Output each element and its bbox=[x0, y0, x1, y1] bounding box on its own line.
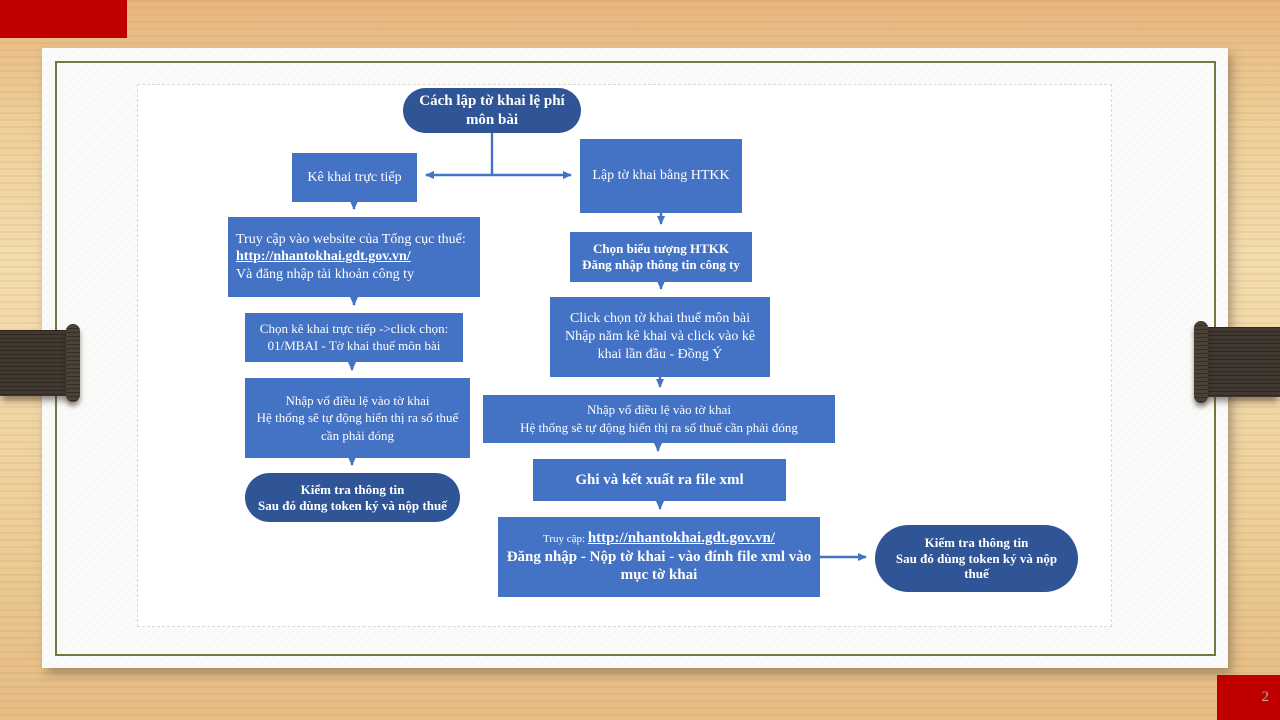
flow-step-label: Lập tờ khai bằng HTKK bbox=[592, 168, 730, 184]
flow-step-open-htkk bbox=[570, 232, 752, 282]
nhantokhai-link[interactable]: http://nhantokhai.gdt.gov.vn/ bbox=[587, 529, 775, 546]
flow-step-line1: Click chọn tờ khai thuế môn bài bbox=[569, 310, 751, 326]
flow-step-htkk-declare bbox=[580, 139, 742, 213]
right-strap bbox=[1200, 327, 1280, 397]
flow-step-line1: Nhập vố điều lệ vào tờ khai bbox=[586, 401, 732, 417]
flow-step-website-login bbox=[228, 217, 480, 297]
flow-step-export-xml bbox=[533, 459, 786, 501]
flow-step-line1: Chọn biểu tượng HTKK bbox=[592, 241, 729, 257]
flow-step-line1: Nhập vố điều lệ vào tờ khai bbox=[285, 392, 430, 408]
right-strap-cap bbox=[1194, 321, 1208, 403]
flow-step-enter-capital-left bbox=[245, 378, 470, 458]
flow-step-upload-xml bbox=[498, 517, 820, 597]
flow-end-line2: Sau đó dùng token ký và nộp thuế bbox=[895, 550, 1058, 582]
flow-step-choose-01mbai bbox=[245, 313, 463, 362]
flow-step-label: Kê khai trực tiếp bbox=[307, 169, 402, 185]
flow-step-text bbox=[558, 310, 762, 365]
flow-step-line1 bbox=[543, 529, 775, 548]
flow-end-check-right bbox=[875, 525, 1078, 592]
text-before-link: Truy cập: bbox=[543, 532, 588, 545]
flow-step-select-tax-form bbox=[550, 297, 770, 377]
red-accent-bottom-right bbox=[1217, 675, 1280, 720]
left-strap bbox=[0, 330, 72, 396]
flow-end-line1: Kiểm tra thông tin bbox=[300, 481, 405, 497]
flow-step-line2: Đăng nhập thông tin công ty bbox=[582, 257, 740, 272]
flow-step-label: Chọn kê khai trực tiếp ->click chọn: 01/MBAI - Tờ khai thuế môn bài bbox=[259, 321, 449, 353]
flow-step-line2: Hệ thống sẽ tự động hiển thị ra số thuế cần phải đóng bbox=[256, 410, 459, 443]
flow-step-enter-capital-right bbox=[483, 395, 835, 443]
text-after-link: Và đăng nhập tài khoản công ty bbox=[236, 266, 415, 282]
flow-start-oval bbox=[403, 88, 581, 133]
flow-end-check-left bbox=[245, 473, 460, 522]
left-strap-cap bbox=[66, 324, 80, 402]
nhantokhai-link[interactable]: http://nhantokhai.gdt.gov.vn/ bbox=[236, 249, 411, 265]
flow-step-label: Ghi và kết xuất ra file xml bbox=[575, 471, 744, 488]
flow-step-line2: Đăng nhập - Nộp tờ khai - vào đính file xml vào mục tờ khai bbox=[506, 548, 812, 584]
flow-end-line1: Kiểm tra thông tin bbox=[924, 534, 1029, 550]
flow-step-line2: Hệ thống sẽ tự động hiển thị ra số thuế cần phải đóng bbox=[520, 420, 798, 435]
flow-start-label: Cách lập tờ khai lệ phí môn bài bbox=[419, 93, 565, 128]
flow-step-text bbox=[236, 231, 472, 282]
text-before-link: Truy cập vào website của Tổng cục thuế: bbox=[236, 232, 466, 248]
flow-step-line2: Nhập năm kê khai và click vào kê khai lần đầu - Đồng Ý bbox=[564, 328, 756, 363]
page-number: 2 bbox=[1261, 689, 1269, 705]
flow-step-direct-declare bbox=[292, 153, 417, 202]
red-accent-top-left bbox=[0, 0, 127, 38]
flow-end-line2: Sau đó dùng token ký và nộp thuế bbox=[258, 497, 447, 513]
